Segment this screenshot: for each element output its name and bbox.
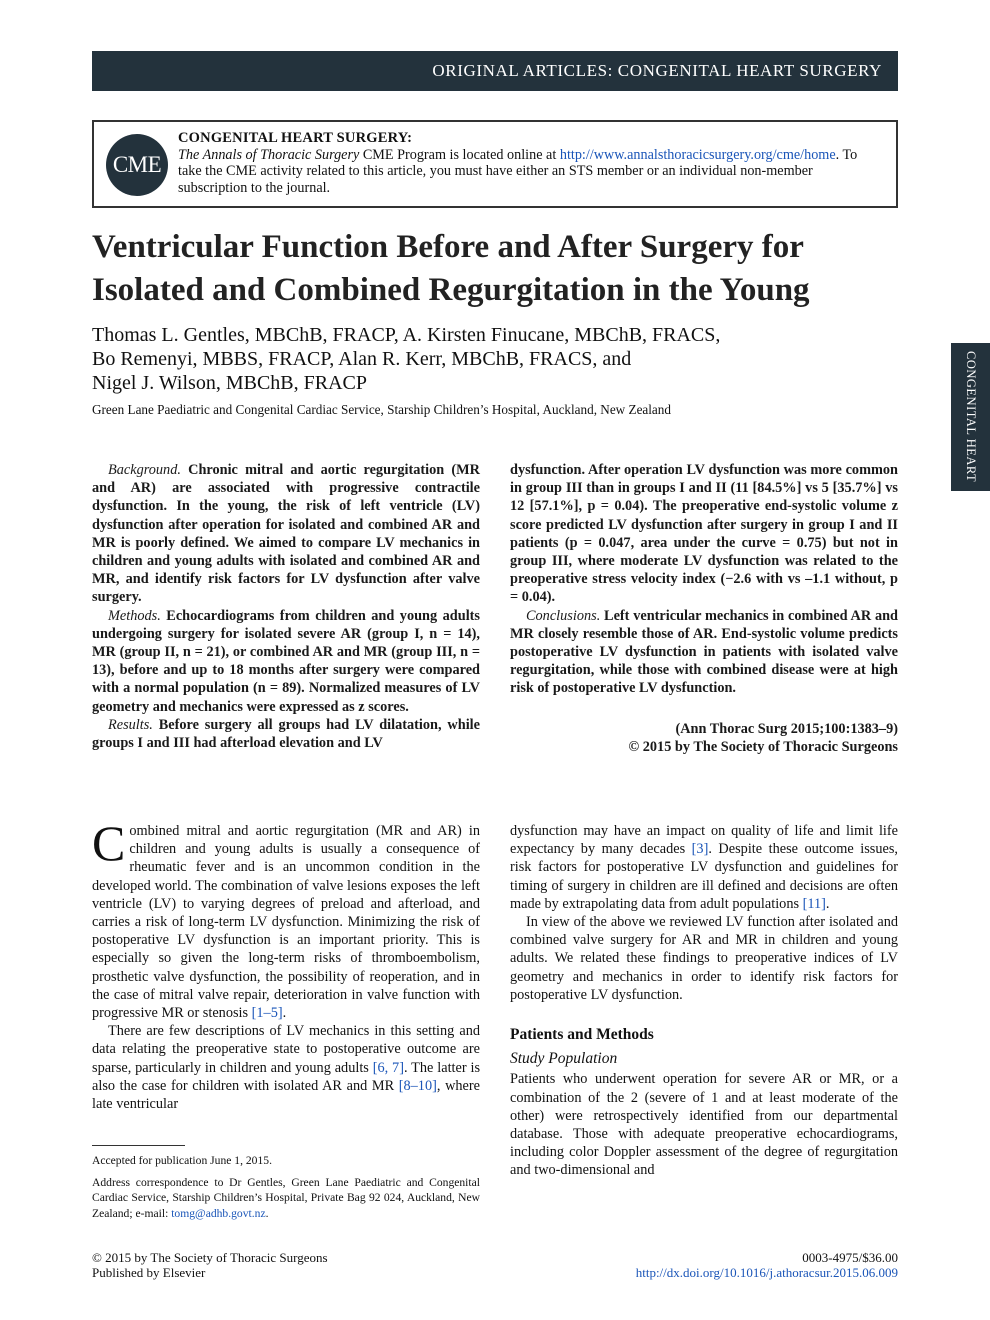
cme-journal-name: The Annals of Thoracic Surgery xyxy=(178,146,360,163)
footer-publisher: Published by Elsevier xyxy=(92,1265,206,1280)
side-tab xyxy=(951,343,990,491)
section-banner xyxy=(92,51,898,91)
reference-link[interactable]: [11] xyxy=(802,895,826,912)
abstract-methods: Methods. Echocardiograms from children and young adults undergoing surgery for isolated severe AR (group I, n = 14), MR (group II, n = 21), or combined AR and MR (group III, n = 13), before and up to 18 months after surgery were compared with a normal population (n = 89). Normalized measures of LV geometry and mechanics were expressed as z scores. xyxy=(92,607,480,715)
reference-link[interactable]: [1–5] xyxy=(251,1005,283,1022)
abstract-background: Background. Chronic mitral and aortic regurgitation (MR and AR) are associated with progressive contractile dysfunction. In the young, the risk of left ventricle (LV) dysfunction after operation for isolated and combined AR and MR is poorly defined. We aimed to compare LV mechanics in children and young adults with isolated and combined AR and MR, and identify risk factors for LV dysfunction after valve surgery. xyxy=(92,462,480,606)
issn-price: 0003-4975/$36.00 xyxy=(802,1250,898,1265)
correspondence-note: Address correspondence to Dr Gentles, Green Lane Paediatric and Congenital Cardiac Service, Starship Children’s Hospital, Private Bag 92 024, Auckland, New Zealand; e-mail: tomg@adhb.govt.nz. xyxy=(92,1175,480,1220)
cme-link[interactable]: http://www.annalsthoracicsurgery.org/cme/home xyxy=(559,146,836,163)
cme-logo-text: CME xyxy=(112,152,162,177)
citation-block xyxy=(510,720,898,756)
abstract-copyright: © 2015 by The Society of Thoracic Surgeons xyxy=(628,738,898,755)
footnote-divider xyxy=(92,1145,185,1146)
cme-description: The Annals of Thoracic Surgery CME Program is located online at http://www.annalsthoracicsurgery.org/cme/home. To take the CME activity related to this article, you must have either an STS member or an individual non-member subscription to the journal. xyxy=(178,146,858,196)
footer-copyright: © 2015 by The Society of Thoracic Surgeons xyxy=(92,1250,328,1265)
article-title: Ventricular Function Before and After Surgery for Isolated and Combined Regurgitation in the Young xyxy=(92,229,810,308)
cme-box xyxy=(92,120,898,208)
footer-left xyxy=(92,1250,328,1280)
footnotes xyxy=(92,1153,480,1227)
author-list xyxy=(92,323,892,395)
side-tab-label: CONGENITAL HEART xyxy=(964,351,978,483)
authors-line-2: Bo Remenyi, MBBS, FRACP, Alan R. Kerr, MBChB, FRACS, and xyxy=(92,348,632,370)
intro-paragraph-3: dysfunction may have an impact on quality of life and limit life expectancy by many decades [3]. Despite these outcome issues, risk factors for postoperative LV dysfunction and guidelines for timing of surgery in children are ill defined and decisions are often made by extrapolating data from adult populations [11]. xyxy=(510,823,898,912)
abstract-results: Results. Before surgery all groups had LV dilatation, while groups I and III had afterload elevation and LV xyxy=(92,716,480,752)
journal-citation: (Ann Thorac Surg 2015;100:1383–9) xyxy=(675,720,898,737)
reference-link[interactable]: [3] xyxy=(691,841,709,858)
doi-link[interactable]: http://dx.doi.org/10.1016/j.athoracsur.2015.06.009 xyxy=(635,1265,898,1280)
abstract-results-continued: dysfunction. After operation LV dysfunction was more common in group III than in groups I and II (11 [84.5%] vs 5 [35.7%] vs 12 [57.1%], p = 0.04). The preoperative end-systolic volume z score predicted LV dysfunction after surgery in group I and II patients (p = 0.047, area under the curve = 0.75) but not in group III, where moderate LV dysfunction was related to the preoperative stress velocity index (−2.6 with vs –1.1 without, p = 0.04). xyxy=(510,462,898,606)
body-right-column xyxy=(510,822,898,1180)
reference-link[interactable]: [6, 7] xyxy=(372,1059,404,1076)
abstract-conclusions: Conclusions. Left ventricular mechanics in combined AR and MR closely resemble those of AR. End-systolic volume predicts postoperative LV dysfunction in patients with isolated valve regurgitation, while those with combined disease were at high risk of postoperative LV dysfunction. xyxy=(510,607,898,697)
abstract-right-column xyxy=(510,461,898,756)
subsection-heading: Study Population xyxy=(510,1050,618,1068)
email-link[interactable]: tomg@adhb.govt.nz xyxy=(171,1206,266,1220)
methods-paragraph: Patients who underwent operation for severe AR or MR, or a combination of the 2 (severe of 1 and at least moderate of the other) were retrospectively identified from our departmental database. Those with adequate preoperative echocardiograms, including color Doppler assessment of the degree of regurgitation and two-dimensional and xyxy=(510,1071,898,1179)
section-heading: Patients and Methods xyxy=(510,1026,654,1044)
section-banner-text: ORIGINAL ARTICLES: CONGENITAL HEART SURGERY xyxy=(432,61,882,80)
affiliation: Green Lane Paediatric and Congenital Cardiac Service, Starship Children’s Hospital, Auckland, New Zealand xyxy=(92,402,671,417)
abstract-left-column xyxy=(92,461,480,752)
body-left-column xyxy=(92,815,481,1113)
intro-paragraph-2: There are few descriptions of LV mechanics in this setting and data relating the preoperative state to postoperative outcome are sparse, particularly in children and young adults [6, 7]. The latter is also the case for children with isolated AR and MR [8–10], where late ventricular xyxy=(92,1023,481,1113)
accepted-note: Accepted for publication June 1, 2015. xyxy=(92,1154,272,1167)
cme-title: CONGENITAL HEART SURGERY: xyxy=(178,130,413,146)
cme-logo xyxy=(106,134,168,196)
intro-paragraph-1: Combined mitral and aortic regurgitation (MR and AR) in children and young adults is usually a consequence of rheumatic fever and is an uncommon condition in the developed world. The combination of valve lesions exposes the left ventricle (LV) to varying degrees of preload and afterload, and carries a risk of long-term LV dysfunction. Minimizing the risk of postoperative LV dysfunction is an important priority. This is especially so given the long-term risks of thromboembolism, prosthetic valve dysfunction, the possibility of reoperation, and in the case of mitral valve repair, deterioration in valve function with progressive MR or stenosis [1–5]. xyxy=(92,815,480,1022)
reference-link[interactable]: [8–10] xyxy=(398,1077,437,1094)
footer-right xyxy=(636,1250,898,1280)
authors-line-1: Thomas L. Gentles, MBChB, FRACP, A. Kirsten Finucane, MBChB, FRACS, xyxy=(92,324,721,346)
cme-text xyxy=(178,130,878,196)
drop-cap: C xyxy=(92,815,126,871)
intro-paragraph-4: In view of the above we reviewed LV function after isolated and combined valve surgery for AR and MR in children and young adults. We related these findings to preoperative indices of LV geometry and mechanics in order to identify risk factors for postoperative LV dysfunction. xyxy=(510,914,898,1003)
authors-line-3: Nigel J. Wilson, MBChB, FRACP xyxy=(92,372,367,394)
